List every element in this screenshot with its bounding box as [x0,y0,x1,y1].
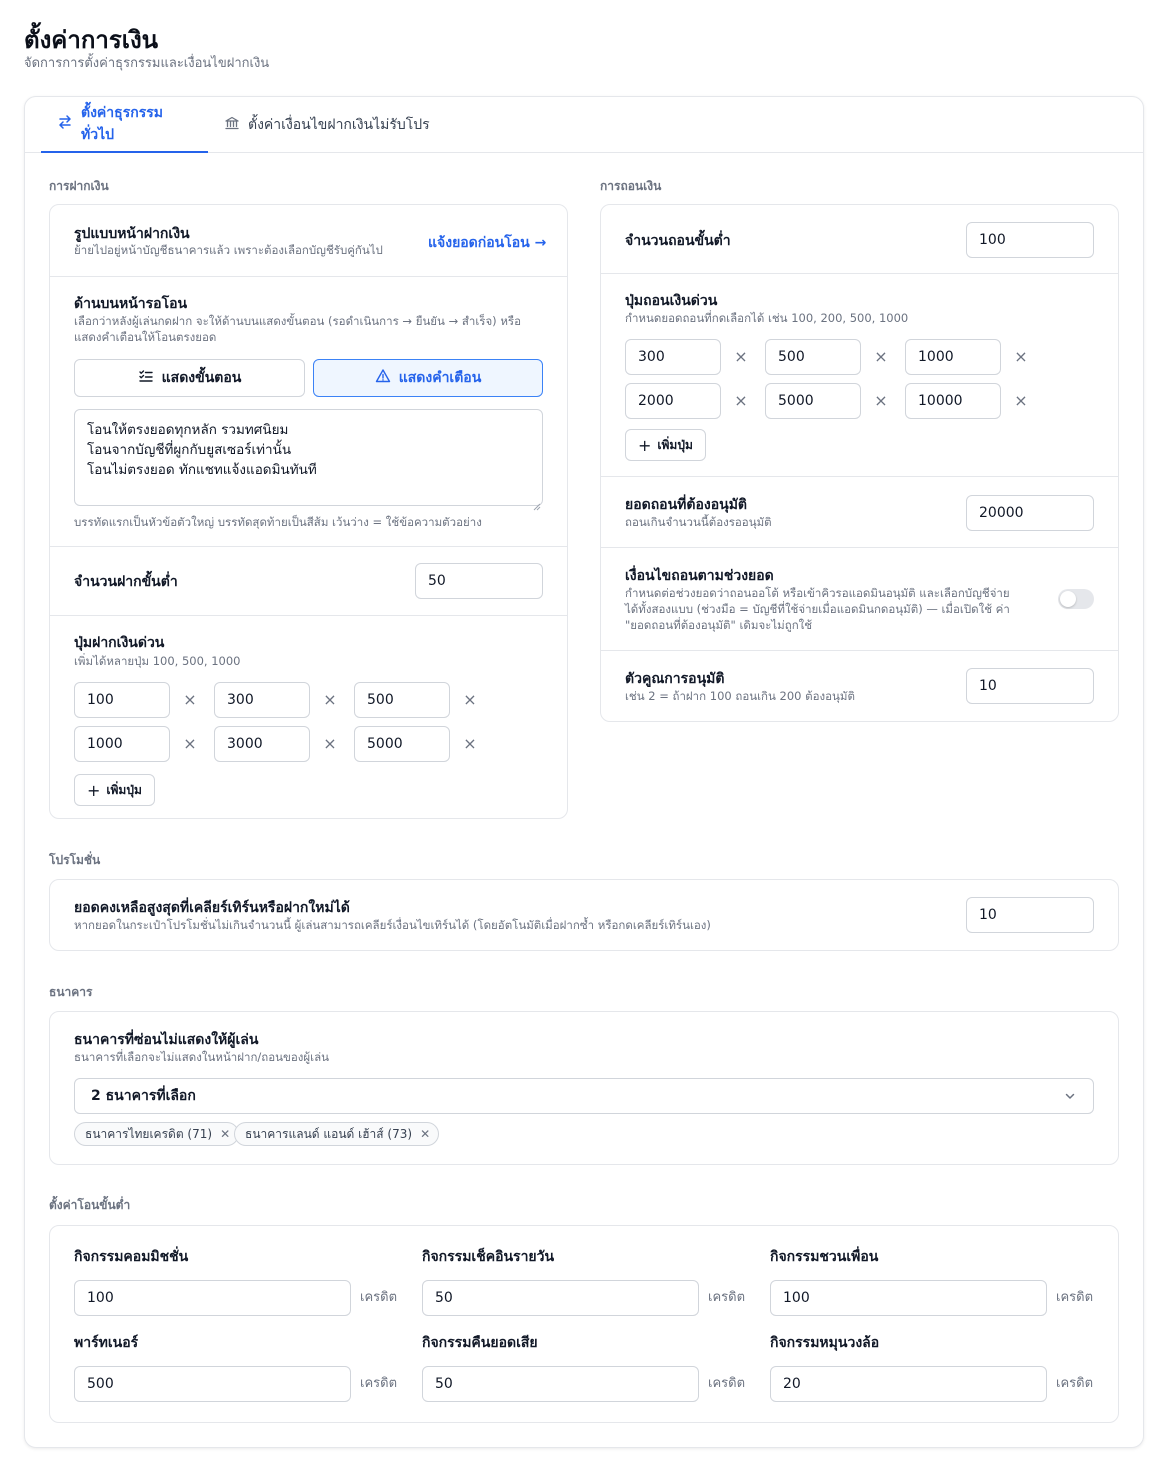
quick-withdraw-amount-input[interactable]: 500 [765,339,861,375]
bank-chip [234,1122,439,1146]
hidden-banks-label: ธนาคารที่ซ่อนไม่แสดงให้ผู้เล่น [74,1032,259,1048]
partner-label: พาร์ทเนอร์ [74,1335,139,1351]
credit-unit: เครดิต [1056,1290,1094,1305]
withdraw-approval-hint: ถอนเกินจำนวนนี้ต้องรออนุมัติ [625,515,772,529]
remove-amount-icon[interactable]: × [874,391,888,410]
add-deposit-label: เพิ่มปุ่ม [106,782,142,797]
quick-deposit-row [50,616,567,819]
swap-arrows-icon [57,114,73,134]
remove-amount-icon[interactable]: × [1014,391,1028,410]
bank-chip-label: ธนาคารไทยเครดิต (71) [85,1126,213,1141]
quick-withdraw-hint: กำหนดยอดถอนที่กดเลือกได้ เช่น 100, 200, 500, 1000 [625,311,909,325]
spin-wheel-input[interactable]: 20 [770,1366,1047,1402]
quick-withdraw-amount-input[interactable]: 2000 [625,383,721,419]
credit-unit: เครดิต [1056,1376,1094,1391]
bank-chip [74,1122,239,1146]
remove-amount-icon[interactable]: × [874,347,888,366]
min-deposit-label: จำนวนฝากขั้นต่ำ [74,574,178,590]
approval-multiplier-row [601,651,1118,722]
quick-deposit-amount-input[interactable]: 1000 [74,726,170,762]
show-warning-button[interactable] [313,359,543,397]
checklist-icon [138,368,154,388]
remove-amount-icon[interactable]: × [1014,347,1028,366]
toggle-knob [1060,591,1076,607]
deposit-banner-hint: เลือกว่าหลังผู้เล่นกดฝาก จะให้ด้านบนแสดงขั้นตอน (รอดำเนินการ → ยืนยัน → สำเร็จ) หรือแสดงคำเตือนให้โอนตรงยอด [74,314,521,344]
promotion-max-balance-hint: หากยอดในกระเป๋าโปรโมชั่นไม่เกินจำนวนนี้ ผู้เล่นสามารถเคลียร์เงื่อนไขเทิร์นได้ (โดยอัตโนมัติเมื่อฝากซ้ำ หรือกดเคลียร์เทิร์นเอง) [74,918,711,932]
withdraw-range-hint: กำหนดต่อช่วงยอดว่าถอนออโต้ หรือเข้าคิวรอแอดมินอนุมัติ และเลือกบัญชีจ่ายได้ทั้งสองแบบ (ช่วงมือ = บัญชีที่ใช้จ่ายเมื่อแอดมินกดอนุมัติ) — เมื่อเปิดใช้ ค่า "ยอดถอนที่ต้องอนุมัติ" เดิมจะไม่ถูกใช้ [625,586,1010,632]
quick-deposit-amount-input[interactable]: 500 [354,682,450,718]
quick-deposit-label: ปุ่มฝากเงินด่วน [74,635,165,651]
remove-amount-icon[interactable]: × [323,734,337,753]
quick-withdraw-amount-input[interactable]: 1000 [905,339,1001,375]
min-withdraw-label: จำนวนถอนขั้นต่ำ [625,233,731,249]
show-steps-label: แสดงขั้นตอน [161,370,242,386]
promotion-panel [49,879,1119,951]
plus-icon: + [87,780,101,800]
daily-checkin-label: กิจกรรมเช็คอินรายวัน [422,1249,555,1265]
approval-multiplier-label: ตัวคูณการอนุมัติ [625,671,725,687]
credit-unit: เครดิต [360,1376,398,1391]
add-deposit-button[interactable] [74,774,155,806]
quick-withdraw-amount-input[interactable]: 5000 [765,383,861,419]
remove-amount-icon[interactable]: × [734,391,748,410]
show-warning-label: แสดงคำเตือน [398,370,482,386]
quick-deposit-amount-input[interactable]: 300 [214,682,310,718]
page-subtitle: จัดการการตั้งค่าธุรกรรมและเงื่อนไขฝากเงิน [24,56,270,71]
tab-label: ตั้งค่าธุรกรรมทั่วไป [81,105,163,143]
credit-unit: เครดิต [708,1290,746,1305]
remove-amount-icon[interactable]: × [463,690,477,709]
warning-text-footnote: บรรทัดแรกเป็นหัวข้อตัวใหญ่ บรรทัดสุดท้ายเป็นสีส้ม เว้นว่าง = ใช้ข้อความตัวอย่าง [74,515,482,529]
remove-amount-icon[interactable]: × [183,734,197,753]
bank-chip-label: ธนาคารแลนด์ แอนด์ เฮ้าส์ (73) [245,1126,413,1141]
promotion-max-balance-label: ยอดคงเหลือสูงสุดที่เคลียร์เทิร์นหรือฝากใหม่ได้ [74,900,350,916]
remove-amount-icon[interactable]: × [734,347,748,366]
remove-amount-icon[interactable]: × [183,690,197,709]
withdraw-range-row [601,548,1118,651]
deposit-format-label: รูปแบบหน้าฝากเงิน [74,226,190,242]
commission-label: กิจกรรมคอมมิชชั่น [74,1249,189,1265]
quick-deposit-hint: เพิ่มได้หลายปุ่ม 100, 500, 1000 [74,654,241,668]
quick-deposit-amount-input[interactable]: 3000 [214,726,310,762]
spin-wheel-label: กิจกรรมหมุนวงล้อ [770,1335,880,1351]
hidden-banks-select[interactable] [74,1078,1094,1114]
quick-withdraw-amount-input[interactable]: 10000 [905,383,1001,419]
page-title: ตั้งค่าการเงิน [24,26,159,54]
commission-input[interactable]: 100 [74,1280,351,1316]
promotion-section-label: โปรโมชั่น [49,853,101,867]
quick-deposit-amount-input[interactable]: 5000 [354,726,450,762]
quick-withdraw-label: ปุ่มถอนเงินด่วน [625,293,718,309]
credit-unit: เครดิต [360,1290,398,1305]
approval-multiplier-input[interactable]: 10 [966,668,1094,704]
deposit-format-row [50,205,567,277]
quick-withdraw-row [601,274,1118,477]
partner-input[interactable]: 500 [74,1366,351,1402]
add-withdraw-label: เพิ่มปุ่ม [657,437,693,452]
add-withdraw-button[interactable] [625,429,706,461]
chevron-down-icon [1063,1089,1077,1107]
withdraw-approval-label: ยอดถอนที่ต้องอนุมัติ [625,497,748,513]
withdraw-section-label: การถอนเงิน [600,179,662,193]
settings-card [24,96,1144,1448]
min-deposit-input[interactable]: 50 [415,563,543,599]
bank-panel [49,1011,1119,1165]
deposit-panel [49,204,568,819]
plus-icon: + [638,435,652,455]
min-withdraw-input[interactable]: 100 [966,222,1094,258]
deposit-section-label: การฝากเงิน [49,179,109,193]
quick-deposit-amount-input[interactable]: 100 [74,682,170,718]
deposit-banner-row [50,277,567,547]
tab-label: ตั้งค่าเงื่อนไขฝากเงินไม่รับโปร [248,117,430,133]
remove-amount-icon[interactable]: × [323,690,337,709]
tab-general-transactions[interactable] [41,97,208,153]
pre-transfer-notice-link[interactable]: แจ้งยอดก่อนโอน → [428,235,547,251]
warning-triangle-icon [375,368,391,388]
min-transfer-panel [49,1225,1119,1423]
hidden-banks-selected-text: 2 ธนาคารที่เลือก [91,1088,196,1104]
deposit-format-hint: ย้ายไปอยู่หน้าบัญชีธนาคารแล้ว เพราะต้องเลือกบัญชีรับคู่กันไป [74,243,383,257]
credit-unit: เครดิต [708,1376,746,1391]
cashback-label: กิจกรรมคืนยอดเสีย [422,1335,538,1351]
remove-chip-icon[interactable]: ✕ [420,1127,431,1141]
min-transfer-section-label: ตั้งค่าโอนขั้นต่ำ [49,1198,131,1212]
warning-text-area[interactable]: โอนให้ตรงยอดทุกหลัก รวมทศนิยม โอนจากบัญชีที่ผูกกับยูสเซอร์เท่านั้น โอนไม่ตรงยอด ทักแชทแจ้งแอดมินทันที [74,409,543,506]
tab-no-promo-deposit[interactable] [208,97,446,153]
withdraw-approval-input[interactable]: 20000 [966,495,1094,531]
cashback-input[interactable]: 50 [422,1366,699,1402]
remove-chip-icon[interactable]: ✕ [220,1127,231,1141]
withdraw-panel [600,204,1119,722]
withdraw-range-toggle[interactable] [1058,589,1094,609]
approval-multiplier-hint: เช่น 2 = ถ้าฝาก 100 ถอนเกิน 200 ต้องอนุมัติ [625,689,855,703]
remove-amount-icon[interactable]: × [463,734,477,753]
quick-withdraw-amount-input[interactable]: 300 [625,339,721,375]
deposit-banner-label: ด้านบนหน้ารอโอน [74,296,188,312]
promotion-max-balance-input[interactable]: 10 [966,897,1094,933]
min-withdraw-row [601,205,1118,274]
invite-friend-label: กิจกรรมชวนเพื่อน [770,1249,879,1265]
invite-friend-input[interactable]: 100 [770,1280,1047,1316]
withdraw-range-label: เงื่อนไขถอนตามช่วงยอด [625,568,774,584]
show-steps-button[interactable] [74,359,305,397]
daily-checkin-input[interactable]: 50 [422,1280,699,1316]
min-deposit-row [50,547,567,616]
textarea-resize-handle[interactable] [533,496,541,504]
bank-section-label: ธนาคาร [49,985,93,999]
hidden-banks-hint: ธนาคารที่เลือกจะไม่แสดงในหน้าฝาก/ถอนของผู้เล่น [74,1050,329,1064]
bank-icon [224,115,240,135]
tab-bar [25,97,1143,153]
withdraw-approval-row [601,477,1118,548]
